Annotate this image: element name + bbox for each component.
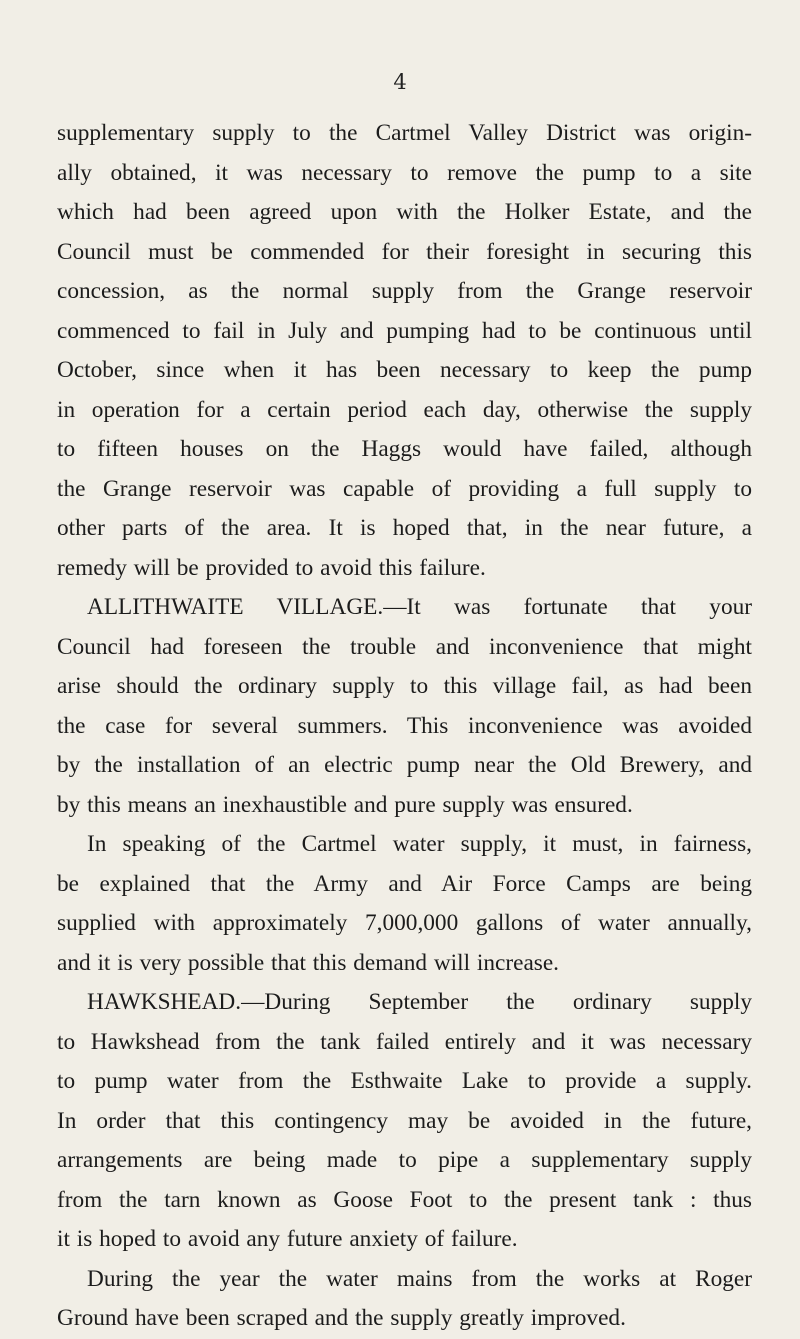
text-line: supplied with approximately 7,000,000 gallons of water annually,	[57, 910, 752, 936]
text-line: During the year the water mains from the works at Roger	[87, 1265, 752, 1292]
text-line: arrangements are being made to pipe a supplementary supply	[57, 1147, 752, 1173]
text-line: In order that this contingency may be avoided in the future,	[57, 1107, 752, 1134]
text-line: the Grange reservoir was capable of providing a full supply to	[57, 475, 752, 502]
text-line: Council must be commended for their foresight in securing this	[57, 238, 752, 265]
page-number: 4	[393, 70, 407, 94]
text-line: October, since when it has been necessary to keep the pump	[57, 357, 752, 383]
text-line: HAWKSHEAD.—During September the ordinary supply	[87, 989, 752, 1015]
paragraph-hawkshead	[57, 983, 752, 1260]
paragraph-cartmel-water-supply	[57, 825, 752, 983]
text-line: by the installation of an electric pump near the Old Brewery, and	[57, 752, 752, 778]
text-line: Council had foreseen the trouble and inconvenience that might	[57, 633, 752, 660]
text-line: be explained that the Army and Air Force Camps are being	[57, 870, 752, 897]
text-line: and it is very possible that this demand will increase.	[57, 949, 560, 976]
text-line: remedy will be provided to avoid this failure.	[57, 554, 486, 581]
text-line: supplementary supply to the Cartmel Valley District was origin-	[57, 120, 752, 146]
text-line: other parts of the area. It is hoped that, in the near future, a	[57, 515, 752, 541]
text-line: to Hawkshead from the tank failed entirely and it was necessary	[57, 1028, 752, 1055]
text-line: commenced to fail in July and pumping had to be continuous until	[57, 317, 752, 344]
text-line: ALLITHWAITE VILLAGE.—It was fortunate that your	[87, 594, 752, 620]
paragraph-roger-ground	[57, 1260, 752, 1339]
body-text	[57, 114, 752, 1339]
text-line: arise should the ordinary supply to this village fail, as had been	[57, 673, 752, 699]
text-line: it is hoped to avoid any future anxiety of failure.	[57, 1226, 518, 1252]
paragraph-cartmel-valley	[57, 114, 752, 588]
text-line: the case for several summers. This inconvenience was avoided	[57, 712, 752, 739]
text-line: in operation for a certain period each day, otherwise the supply	[57, 396, 752, 423]
text-line: to pump water from the Esthwaite Lake to provide a supply.	[57, 1068, 752, 1094]
text-line: which had been agreed upon with the Holker Estate, and the	[57, 199, 752, 225]
text-line: In speaking of the Cartmel water supply, it must, in fairness,	[87, 831, 752, 857]
text-line: concession, as the normal supply from the Grange reservoir	[57, 278, 752, 304]
text-line: ally obtained, it was necessary to remove the pump to a site	[57, 159, 752, 186]
paragraph-allithwaite-village	[57, 588, 752, 825]
text-line: Ground have been scraped and the supply greatly improved.	[57, 1305, 626, 1331]
text-line: from the tarn known as Goose Foot to the present tank : thus	[57, 1186, 752, 1213]
text-line: to fifteen houses on the Haggs would have failed, although	[57, 436, 752, 462]
text-line: by this means an inexhaustible and pure supply was ensured.	[57, 791, 633, 818]
